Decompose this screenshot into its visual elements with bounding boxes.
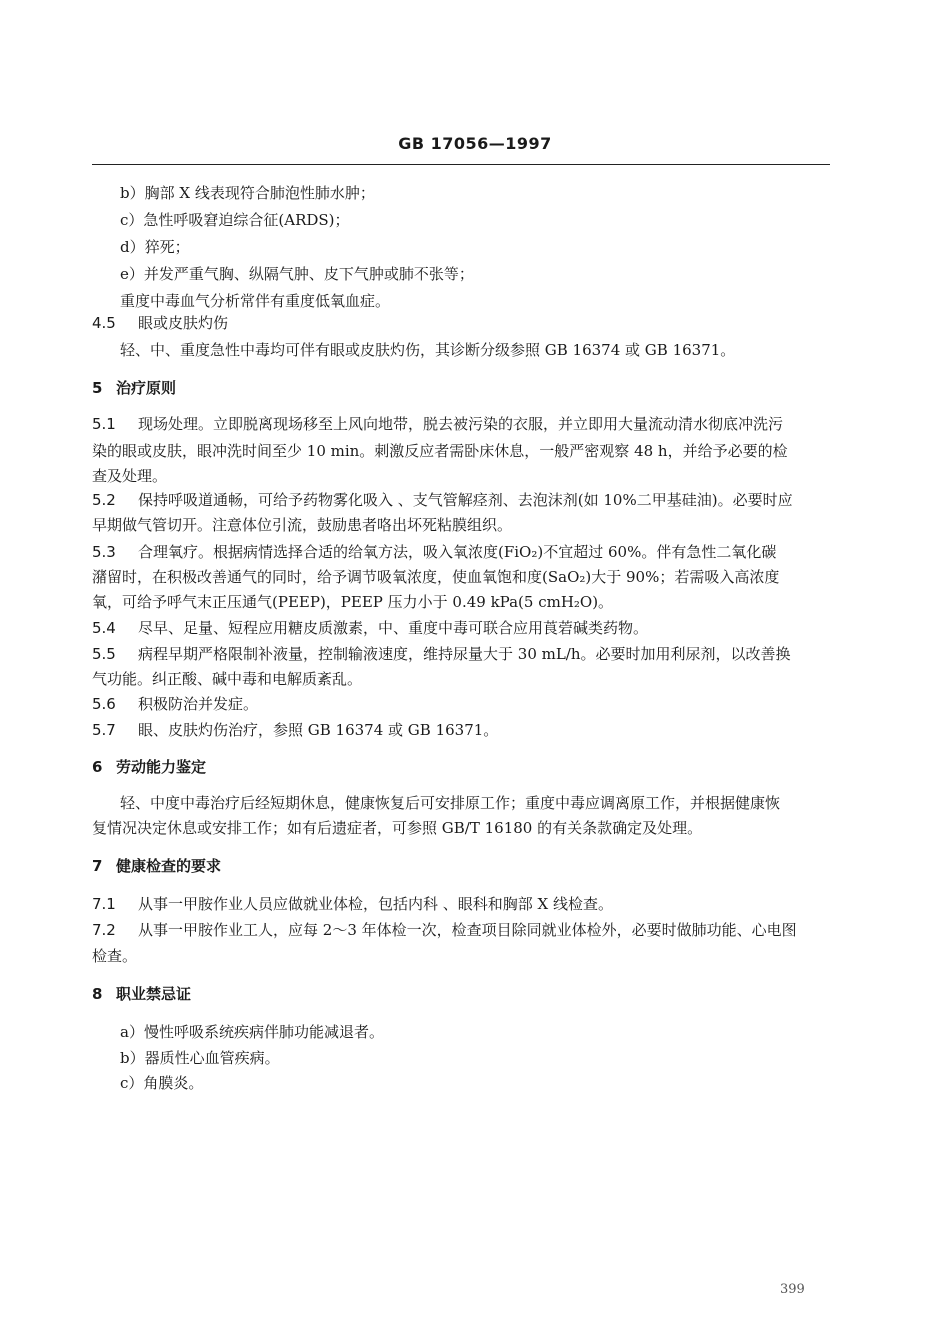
clause-number: 5.1 bbox=[92, 415, 116, 433]
section-number: 7 bbox=[92, 857, 103, 875]
clause-text: 积极防治并发症。 bbox=[138, 695, 259, 713]
clause-5-3-line-2: 潴留时，在积极改善通气的同时，给予调节吸氧浓度，使血氧饱和度(SaO₂)大于 90%；若需吸入高浓度 bbox=[92, 568, 780, 586]
clause-number: 5.6 bbox=[92, 695, 116, 713]
section-number: 5 bbox=[92, 379, 103, 397]
section-title: 治疗原则 bbox=[116, 379, 177, 397]
clause-5-1-line-2: 染的眼或皮肤，眼冲洗时间至少 10 min。刺激反应者需卧床休息，一般严密观察 48 h，并给予必要的检 bbox=[92, 442, 788, 460]
clause-text: 从事一甲胺作业工人，应每 2～3 年体检一次，检查项目除同就业体检外，必要时做肺功能、心电图 bbox=[138, 921, 797, 939]
clause-number: 5.7 bbox=[92, 721, 116, 739]
clause-text: 尽早、足量、短程应用糖皮质激素，中、重度中毒可联合应用莨菪碱类药物。 bbox=[138, 619, 649, 637]
clause-5-2-line-2: 早期做气管切开。注意体位引流，鼓励患者咯出坏死粘膜组织。 bbox=[92, 516, 513, 534]
paragraph-note: 重度中毒血气分析常伴有重度低氧血症。 bbox=[120, 292, 391, 310]
section-6-line-1: 轻、中度中毒治疗后经短期休息，健康恢复后可安排原工作；重度中毒应调离原工作，并根据健康恢 bbox=[120, 794, 781, 812]
clause-5-5-line-2: 气功能。纠正酸、碱中毒和电解质紊乱。 bbox=[92, 670, 363, 688]
section-heading-5 bbox=[92, 378, 176, 398]
clause-number: 5.2 bbox=[92, 491, 116, 509]
clause-5-1-line-3: 查及处理。 bbox=[92, 467, 168, 485]
clause-5-6 bbox=[92, 694, 258, 714]
list-item-d: d）猝死； bbox=[120, 238, 190, 256]
section-number: 8 bbox=[92, 985, 103, 1003]
clause-7-2-line-2: 检查。 bbox=[92, 947, 138, 965]
clause-5-5 bbox=[92, 644, 791, 664]
section-title: 健康检查的要求 bbox=[116, 857, 222, 875]
clause-text: 从事一甲胺作业人员应做就业体检，包括内科 、眼科和胸部 X 线检查。 bbox=[138, 895, 613, 913]
clause-5-4 bbox=[92, 618, 648, 638]
header-rule bbox=[92, 164, 830, 165]
clause-5-7 bbox=[92, 720, 498, 740]
list-item-c: c）角膜炎。 bbox=[120, 1074, 204, 1092]
list-item-e: e）并发严重气胸、纵隔气肿、皮下气肿或肺不张等； bbox=[120, 265, 474, 283]
list-item-c: c）急性呼吸窘迫综合征(ARDS)； bbox=[120, 211, 350, 229]
clause-text: 眼、皮肤灼伤治疗，参照 GB 16374 或 GB 16371。 bbox=[138, 721, 499, 739]
clause-number: 5.4 bbox=[92, 619, 116, 637]
clause-number: 5.5 bbox=[92, 645, 116, 663]
clause-text: 合理氧疗。根据病情选择合适的给氧方法，吸入氧浓度(FiO₂)不宜超过 60%。伴有急性二氧化碳 bbox=[138, 543, 777, 561]
clause-4-5-text: 轻、中、重度急性中毒均可伴有眼或皮肤灼伤，其诊断分级参照 GB 16374 或 GB 16371。 bbox=[120, 341, 736, 359]
clause-text: 病程早期严格限制补液量，控制输液速度，维持尿量大于 30 mL/h。必要时加用利尿剂，以改善换 bbox=[138, 645, 791, 663]
clause-number: 5.3 bbox=[92, 543, 116, 561]
clause-text: 保持呼吸道通畅，可给予药物雾化吸入 、支气管解痉剂、去泡沫剂(如 10%二甲基硅油)。必要时应 bbox=[138, 491, 793, 509]
list-item-a: a）慢性呼吸系统疾病伴肺功能减退者。 bbox=[120, 1023, 384, 1041]
clause-title: 眼或皮肤灼伤 bbox=[138, 314, 229, 332]
clause-4-5 bbox=[92, 313, 228, 333]
section-heading-8 bbox=[92, 984, 191, 1004]
section-title: 劳动能力鉴定 bbox=[116, 758, 207, 776]
section-heading-6 bbox=[92, 757, 206, 777]
section-title: 职业禁忌证 bbox=[116, 985, 192, 1003]
list-item-b: b）胸部 X 线表现符合肺泡性肺水肿； bbox=[120, 184, 375, 202]
clause-5-2 bbox=[92, 490, 793, 510]
clause-5-3-line-3: 氧，可给予呼气末正压通气(PEEP)，PEEP 压力小于 0.49 kPa(5 cmH₂O)。 bbox=[92, 593, 614, 611]
page-number: 399 bbox=[780, 1282, 805, 1297]
section-heading-7 bbox=[92, 856, 221, 876]
clause-number: 7.1 bbox=[92, 895, 116, 913]
clause-number: 4.5 bbox=[92, 314, 116, 332]
section-6-line-2: 复情况决定休息或安排工作；如有后遗症者，可参照 GB/T 16180 的有关条款确定及处理。 bbox=[92, 819, 703, 837]
document-header: GB 17056—1997 bbox=[398, 134, 552, 153]
clause-text: 现场处理。立即脱离现场移至上风向地带，脱去被污染的衣服，并立即用大量流动清水彻底冲洗污 bbox=[138, 415, 784, 433]
clause-5-1 bbox=[92, 414, 783, 434]
clause-7-1 bbox=[92, 894, 613, 914]
clause-number: 7.2 bbox=[92, 921, 116, 939]
list-item-b: b）器质性心血管疾病。 bbox=[120, 1049, 280, 1067]
clause-5-3 bbox=[92, 542, 776, 562]
clause-7-2 bbox=[92, 920, 797, 940]
section-number: 6 bbox=[92, 758, 103, 776]
